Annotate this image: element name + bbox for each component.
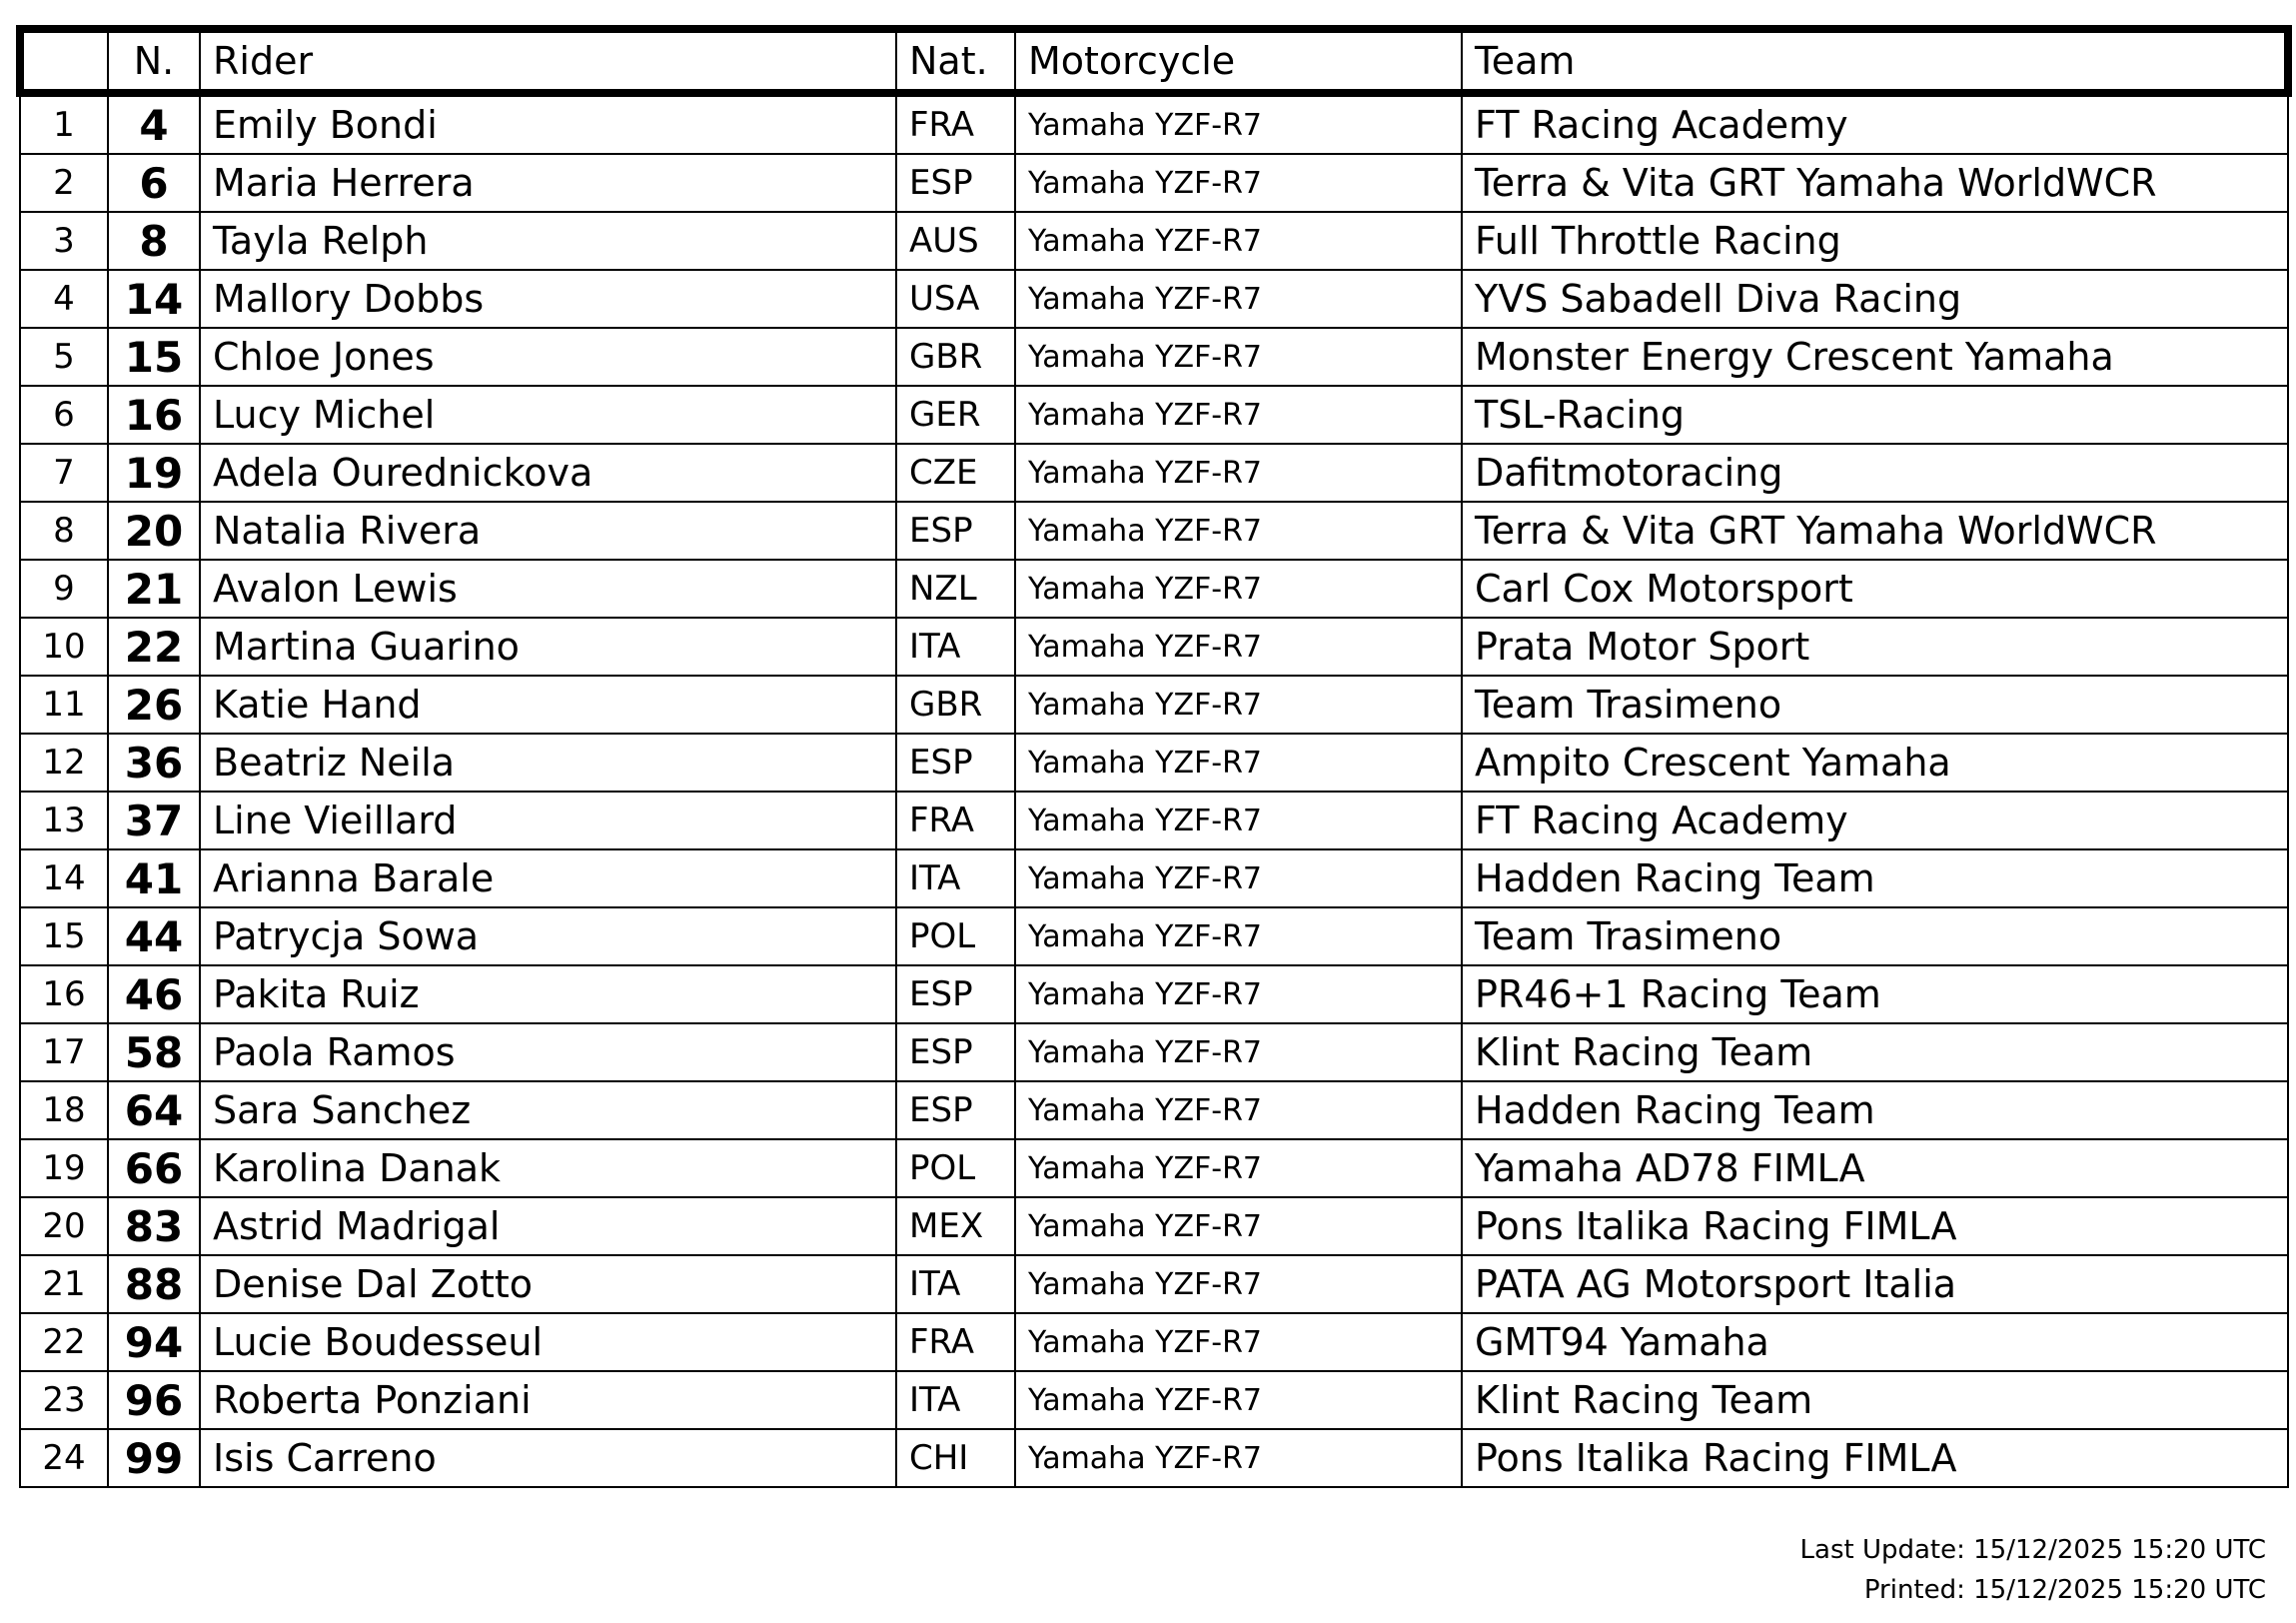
table-row	[20, 270, 2288, 328]
number-cell: 96	[108, 1371, 200, 1429]
team-cell: Full Throttle Racing	[1462, 212, 2288, 270]
number-cell: 4	[108, 93, 200, 154]
position-cell: 2	[20, 154, 108, 212]
table-row	[20, 154, 2288, 212]
rider-cell: Lucie Boudesseul	[200, 1313, 896, 1371]
team-cell: Terra & Vita GRT Yamaha WorldWCR	[1462, 502, 2288, 560]
number-cell: 66	[108, 1139, 200, 1197]
position-cell: 20	[20, 1197, 108, 1255]
header-number: N.	[108, 29, 200, 93]
table-row	[20, 1255, 2288, 1313]
motorcycle-cell: Yamaha YZF-R7	[1015, 1371, 1462, 1429]
rider-cell: Katie Hand	[200, 676, 896, 734]
rider-cell: Patrycja Sowa	[200, 907, 896, 965]
team-cell: Terra & Vita GRT Yamaha WorldWCR	[1462, 154, 2288, 212]
position-cell: 5	[20, 328, 108, 386]
number-cell: 37	[108, 792, 200, 849]
table-row	[20, 965, 2288, 1023]
position-cell: 21	[20, 1255, 108, 1313]
nationality-cell: NZL	[896, 560, 1015, 618]
table-row	[20, 676, 2288, 734]
motorcycle-cell: Yamaha YZF-R7	[1015, 965, 1462, 1023]
table-row	[20, 328, 2288, 386]
position-cell: 10	[20, 618, 108, 676]
number-cell: 44	[108, 907, 200, 965]
entry-list-table	[16, 25, 2292, 1488]
printed-text: Printed: 15/12/2025 15:20 UTC	[1863, 1575, 2266, 1605]
position-cell: 24	[20, 1429, 108, 1487]
rider-cell: Avalon Lewis	[200, 560, 896, 618]
number-cell: 21	[108, 560, 200, 618]
motorcycle-cell: Yamaha YZF-R7	[1015, 154, 1462, 212]
position-cell: 15	[20, 907, 108, 965]
nationality-cell: MEX	[896, 1197, 1015, 1255]
last-update-text: Last Update: 15/12/2025 15:20 UTC	[1799, 1535, 2266, 1565]
team-cell: Prata Motor Sport	[1462, 618, 2288, 676]
motorcycle-cell: Yamaha YZF-R7	[1015, 386, 1462, 444]
nationality-cell: ITA	[896, 618, 1015, 676]
rider-cell: Emily Bondi	[200, 93, 896, 154]
motorcycle-cell: Yamaha YZF-R7	[1015, 1139, 1462, 1197]
rider-cell: Paola Ramos	[200, 1023, 896, 1081]
rider-cell: Arianna Barale	[200, 849, 896, 907]
table-row	[20, 1197, 2288, 1255]
table-body	[20, 93, 2288, 1487]
position-cell: 12	[20, 734, 108, 792]
number-cell: 20	[108, 502, 200, 560]
number-cell: 14	[108, 270, 200, 328]
nationality-cell: POL	[896, 1139, 1015, 1197]
team-cell: GMT94 Yamaha	[1462, 1313, 2288, 1371]
motorcycle-cell: Yamaha YZF-R7	[1015, 1313, 1462, 1371]
motorcycle-cell: Yamaha YZF-R7	[1015, 734, 1462, 792]
number-cell: 6	[108, 154, 200, 212]
team-cell: Monster Energy Crescent Yamaha	[1462, 328, 2288, 386]
table-row	[20, 618, 2288, 676]
number-cell: 26	[108, 676, 200, 734]
table-row	[20, 792, 2288, 849]
motorcycle-cell: Yamaha YZF-R7	[1015, 444, 1462, 502]
position-cell: 3	[20, 212, 108, 270]
motorcycle-cell: Yamaha YZF-R7	[1015, 1081, 1462, 1139]
rider-cell: Martina Guarino	[200, 618, 896, 676]
table-row	[20, 560, 2288, 618]
team-cell: Yamaha AD78 FIMLA	[1462, 1139, 2288, 1197]
nationality-cell: GBR	[896, 328, 1015, 386]
team-cell: Dafitmotoracing	[1462, 444, 2288, 502]
motorcycle-cell: Yamaha YZF-R7	[1015, 1255, 1462, 1313]
number-cell: 88	[108, 1255, 200, 1313]
position-cell: 7	[20, 444, 108, 502]
motorcycle-cell: Yamaha YZF-R7	[1015, 93, 1462, 154]
table-row	[20, 93, 2288, 154]
position-cell: 1	[20, 93, 108, 154]
team-cell: PATA AG Motorsport Italia	[1462, 1255, 2288, 1313]
position-cell: 14	[20, 849, 108, 907]
nationality-cell: ITA	[896, 1371, 1015, 1429]
nationality-cell: FRA	[896, 93, 1015, 154]
rider-cell: Chloe Jones	[200, 328, 896, 386]
team-cell: Team Trasimeno	[1462, 676, 2288, 734]
rider-cell: Karolina Danak	[200, 1139, 896, 1197]
nationality-cell: ESP	[896, 502, 1015, 560]
team-cell: PR46+1 Racing Team	[1462, 965, 2288, 1023]
team-cell: FT Racing Academy	[1462, 93, 2288, 154]
position-cell: 19	[20, 1139, 108, 1197]
nationality-cell: USA	[896, 270, 1015, 328]
nationality-cell: GBR	[896, 676, 1015, 734]
number-cell: 46	[108, 965, 200, 1023]
rider-cell: Isis Carreno	[200, 1429, 896, 1487]
rider-cell: Denise Dal Zotto	[200, 1255, 896, 1313]
team-cell: Hadden Racing Team	[1462, 1081, 2288, 1139]
number-cell: 58	[108, 1023, 200, 1081]
position-cell: 8	[20, 502, 108, 560]
rider-cell: Beatriz Neila	[200, 734, 896, 792]
team-cell: Klint Racing Team	[1462, 1371, 2288, 1429]
number-cell: 99	[108, 1429, 200, 1487]
motorcycle-cell: Yamaha YZF-R7	[1015, 849, 1462, 907]
position-cell: 13	[20, 792, 108, 849]
team-cell: Klint Racing Team	[1462, 1023, 2288, 1081]
motorcycle-cell: Yamaha YZF-R7	[1015, 1197, 1462, 1255]
table-header	[20, 29, 2288, 93]
team-cell: Ampito Crescent Yamaha	[1462, 734, 2288, 792]
header-motorcycle: Motorcycle	[1015, 29, 1462, 93]
rider-cell: Tayla Relph	[200, 212, 896, 270]
rider-cell: Sara Sanchez	[200, 1081, 896, 1139]
nationality-cell: FRA	[896, 792, 1015, 849]
rider-cell: Pakita Ruiz	[200, 965, 896, 1023]
position-cell: 11	[20, 676, 108, 734]
table-row	[20, 1081, 2288, 1139]
position-cell: 17	[20, 1023, 108, 1081]
motorcycle-cell: Yamaha YZF-R7	[1015, 1429, 1462, 1487]
team-cell: TSL-Racing	[1462, 386, 2288, 444]
team-cell: Team Trasimeno	[1462, 907, 2288, 965]
nationality-cell: FRA	[896, 1313, 1015, 1371]
header-nationality: Nat.	[896, 29, 1015, 93]
table-row	[20, 1139, 2288, 1197]
team-cell: Pons Italika Racing FIMLA	[1462, 1197, 2288, 1255]
team-cell: YVS Sabadell Diva Racing	[1462, 270, 2288, 328]
team-cell: Pons Italika Racing FIMLA	[1462, 1429, 2288, 1487]
rider-cell: Line Vieillard	[200, 792, 896, 849]
position-cell: 18	[20, 1081, 108, 1139]
motorcycle-cell: Yamaha YZF-R7	[1015, 792, 1462, 849]
table-row	[20, 1429, 2288, 1487]
rider-cell: Maria Herrera	[200, 154, 896, 212]
rider-cell: Astrid Madrigal	[200, 1197, 896, 1255]
number-cell: 16	[108, 386, 200, 444]
motorcycle-cell: Yamaha YZF-R7	[1015, 212, 1462, 270]
rider-cell: Roberta Ponziani	[200, 1371, 896, 1429]
motorcycle-cell: Yamaha YZF-R7	[1015, 618, 1462, 676]
number-cell: 64	[108, 1081, 200, 1139]
team-cell: FT Racing Academy	[1462, 792, 2288, 849]
nationality-cell: POL	[896, 907, 1015, 965]
number-cell: 41	[108, 849, 200, 907]
rider-cell: Adela Ourednickova	[200, 444, 896, 502]
table-row	[20, 1371, 2288, 1429]
motorcycle-cell: Yamaha YZF-R7	[1015, 676, 1462, 734]
nationality-cell: ESP	[896, 965, 1015, 1023]
rider-cell: Mallory Dobbs	[200, 270, 896, 328]
nationality-cell: ITA	[896, 1255, 1015, 1313]
rider-cell: Lucy Michel	[200, 386, 896, 444]
table-row	[20, 502, 2288, 560]
position-cell: 6	[20, 386, 108, 444]
nationality-cell: GER	[896, 386, 1015, 444]
position-cell: 16	[20, 965, 108, 1023]
motorcycle-cell: Yamaha YZF-R7	[1015, 560, 1462, 618]
table-row	[20, 849, 2288, 907]
position-cell: 23	[20, 1371, 108, 1429]
nationality-cell: ESP	[896, 1081, 1015, 1139]
position-cell: 9	[20, 560, 108, 618]
nationality-cell: CHI	[896, 1429, 1015, 1487]
number-cell: 8	[108, 212, 200, 270]
motorcycle-cell: Yamaha YZF-R7	[1015, 328, 1462, 386]
nationality-cell: CZE	[896, 444, 1015, 502]
table-row	[20, 444, 2288, 502]
header-row	[20, 29, 2288, 93]
number-cell: 36	[108, 734, 200, 792]
rider-cell: Natalia Rivera	[200, 502, 896, 560]
nationality-cell: ESP	[896, 154, 1015, 212]
motorcycle-cell: Yamaha YZF-R7	[1015, 270, 1462, 328]
motorcycle-cell: Yamaha YZF-R7	[1015, 502, 1462, 560]
team-cell: Carl Cox Motorsport	[1462, 560, 2288, 618]
number-cell: 83	[108, 1197, 200, 1255]
table-row	[20, 907, 2288, 965]
nationality-cell: AUS	[896, 212, 1015, 270]
number-cell: 94	[108, 1313, 200, 1371]
position-cell: 22	[20, 1313, 108, 1371]
table-row	[20, 734, 2288, 792]
table-row	[20, 386, 2288, 444]
motorcycle-cell: Yamaha YZF-R7	[1015, 907, 1462, 965]
header-rider: Rider	[200, 29, 896, 93]
number-cell: 22	[108, 618, 200, 676]
nationality-cell: ITA	[896, 849, 1015, 907]
table-row	[20, 1313, 2288, 1371]
header-position	[20, 29, 108, 93]
motorcycle-cell: Yamaha YZF-R7	[1015, 1023, 1462, 1081]
nationality-cell: ESP	[896, 1023, 1015, 1081]
position-cell: 4	[20, 270, 108, 328]
number-cell: 19	[108, 444, 200, 502]
nationality-cell: ESP	[896, 734, 1015, 792]
team-cell: Hadden Racing Team	[1462, 849, 2288, 907]
table-row	[20, 212, 2288, 270]
header-team: Team	[1462, 29, 2288, 93]
table-row	[20, 1023, 2288, 1081]
number-cell: 15	[108, 328, 200, 386]
